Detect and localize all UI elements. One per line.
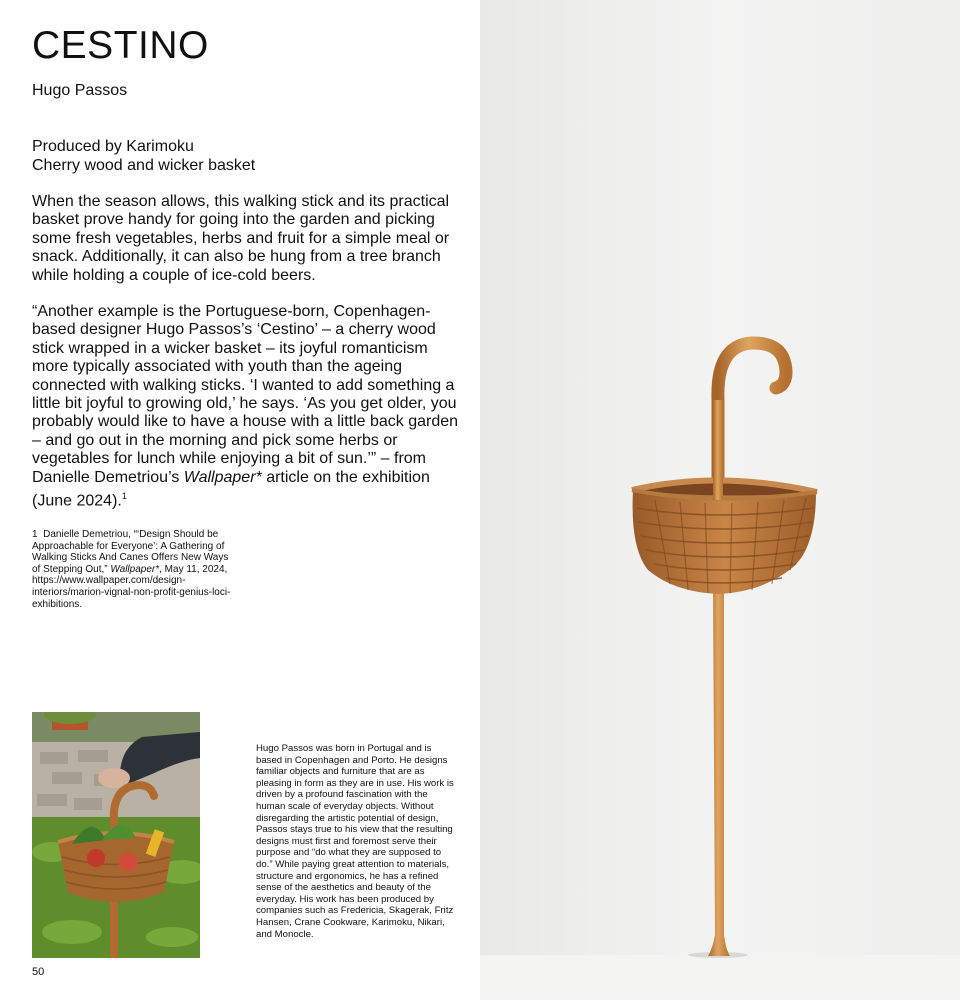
quote-publication: Wallpaper* — [183, 468, 262, 486]
producer-line: Produced by Karimoku — [32, 138, 194, 155]
description-paragraph: When the season allows, this walking stick and its practical basket prove handy for going into the garden and picking some fresh vegetables, herbs and fruit for a simple meal or snack. Additionally, it can also be hung from a tree branch while holding a couple of ice-cold beers. — [32, 193, 450, 284]
footnote-text: Danielle Demetriou, “‘Design Should be Approachable for Everyone’: A Gathering of Walking Sticks And Canes Offers New Ways of Stepping Out,” — [32, 529, 229, 575]
quote-text: “Another example is the Portuguese-born, Copenhagen-based designer Hugo Passos’s ‘Cestino’ – a cherry wood stick wrapped in a wicker basket – its joyful romanticism more typically associated with youth than the ageing connected with walking sticks. ‘I wanted to add something a little bit joyful to growing old,’ he says. ‘As you get older, you probably would like to have a house with a little back garden – and go out in the morning and pick some herbs or vegetables for lunch while enjoying a bit of sun.’” – from Danielle Demetriou’s — [32, 303, 459, 486]
garden-photo — [32, 712, 200, 958]
footnote-publication: Wallpaper* — [110, 563, 160, 575]
product-meta — [32, 137, 255, 175]
footnote-after: , May 11, 2024, https://www.wallpaper.com/design-interiors/marion-vignal-non-profit-genius-loci-exhibitions. — [32, 563, 231, 610]
designer-bio: Hugo Passos was born in Portugal and is based in Copenhagen and Porto. He designs familiar objects and furniture that are as pleasing in form as they are in use. His work is driven by a profound fascination with the human scale of everyday objects. Without disregarding the artistic potential of design, Passos stays true to his view that the resulting designs must first and foremost serve their purpose and “do what they are supposed to do.” While paying great attention to materials, structure and ergonomics, he has a refined sense of the aesthetics and beauty of the everyday. His work has been produced by companies such as Fredericia, Skagerak, Fritz Hansen, Crane Cookware, Karimoku, Nikari, and Monocle. — [256, 743, 454, 940]
designer-name: Hugo Passos — [32, 82, 128, 99]
materials-line: Cherry wood and wicker basket — [32, 157, 256, 174]
quote-paragraph — [32, 303, 462, 511]
product-photo — [480, 0, 960, 1000]
footnote — [32, 529, 232, 610]
page-title: CESTINO — [32, 24, 209, 67]
quote-after: article on the exhibition (June 2024). — [32, 468, 430, 510]
footnote-reference: 1 — [121, 491, 127, 502]
page-number: 50 — [32, 966, 45, 978]
footnote-number: 1 — [32, 529, 38, 540]
